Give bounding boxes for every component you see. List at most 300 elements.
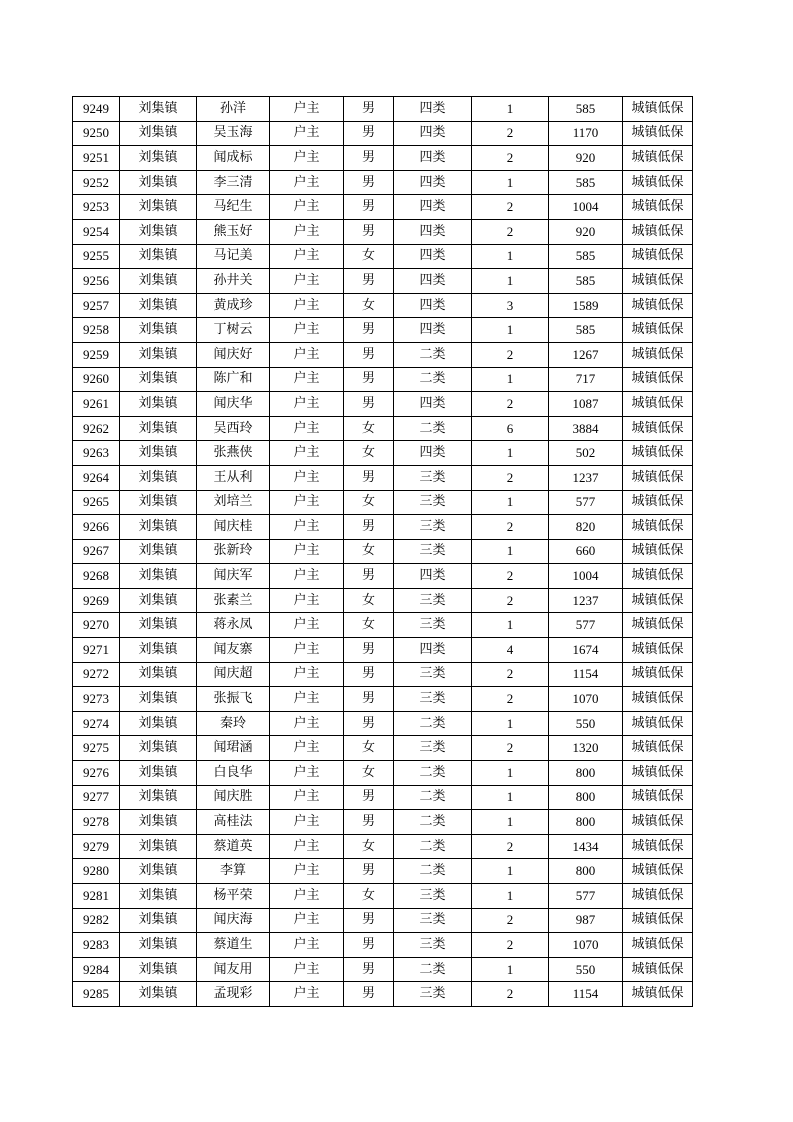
category-cell: 四类	[394, 244, 472, 269]
table-row	[73, 170, 693, 195]
name-cell: 蔡道生	[197, 933, 270, 958]
category-cell: 二类	[394, 785, 472, 810]
amount-cell: 1070	[549, 933, 623, 958]
serial-number-cell: 9276	[73, 761, 120, 786]
serial-number-cell: 9256	[73, 269, 120, 294]
gender-cell: 男	[344, 957, 394, 982]
category-cell: 三类	[394, 933, 472, 958]
category-cell: 三类	[394, 687, 472, 712]
gender-cell: 男	[344, 638, 394, 663]
assistance-type-cell: 城镇低保	[623, 588, 693, 613]
serial-number-cell: 9252	[73, 170, 120, 195]
amount-cell: 577	[549, 490, 623, 515]
serial-number-cell: 9265	[73, 490, 120, 515]
town-cell: 刘集镇	[120, 613, 197, 638]
category-cell: 四类	[394, 318, 472, 343]
relation-cell: 户主	[270, 244, 344, 269]
household-size-cell: 1	[472, 613, 549, 638]
table-row	[73, 638, 693, 663]
serial-number-cell: 9268	[73, 564, 120, 589]
household-size-cell: 2	[472, 736, 549, 761]
name-cell: 闻友用	[197, 957, 270, 982]
relation-cell: 户主	[270, 269, 344, 294]
amount-cell: 1237	[549, 588, 623, 613]
name-cell: 吴玉海	[197, 121, 270, 146]
name-cell: 高桂法	[197, 810, 270, 835]
table-row	[73, 761, 693, 786]
relation-cell: 户主	[270, 539, 344, 564]
serial-number-cell: 9277	[73, 785, 120, 810]
relation-cell: 户主	[270, 761, 344, 786]
household-size-cell: 2	[472, 933, 549, 958]
table-row	[73, 146, 693, 171]
name-cell: 黄成珍	[197, 293, 270, 318]
serial-number-cell: 9254	[73, 219, 120, 244]
category-cell: 四类	[394, 170, 472, 195]
amount-cell: 800	[549, 859, 623, 884]
assistance-type-cell: 城镇低保	[623, 687, 693, 712]
amount-cell: 1070	[549, 687, 623, 712]
town-cell: 刘集镇	[120, 736, 197, 761]
serial-number-cell: 9282	[73, 908, 120, 933]
household-size-cell: 2	[472, 687, 549, 712]
assistance-type-cell: 城镇低保	[623, 195, 693, 220]
amount-cell: 585	[549, 244, 623, 269]
gender-cell: 男	[344, 465, 394, 490]
household-size-cell: 2	[472, 342, 549, 367]
table-row	[73, 367, 693, 392]
amount-cell: 1589	[549, 293, 623, 318]
table-row	[73, 687, 693, 712]
gender-cell: 男	[344, 908, 394, 933]
assistance-type-cell: 城镇低保	[623, 564, 693, 589]
household-size-cell: 2	[472, 588, 549, 613]
amount-cell: 585	[549, 318, 623, 343]
serial-number-cell: 9270	[73, 613, 120, 638]
amount-cell: 800	[549, 761, 623, 786]
household-size-cell: 4	[472, 638, 549, 663]
table-row	[73, 465, 693, 490]
table-row	[73, 711, 693, 736]
town-cell: 刘集镇	[120, 933, 197, 958]
category-cell: 四类	[394, 441, 472, 466]
relation-cell: 户主	[270, 392, 344, 417]
assistance-type-cell: 城镇低保	[623, 613, 693, 638]
gender-cell: 女	[344, 884, 394, 909]
relation-cell: 户主	[270, 687, 344, 712]
assistance-type-cell: 城镇低保	[623, 146, 693, 171]
town-cell: 刘集镇	[120, 834, 197, 859]
assistance-type-cell: 城镇低保	[623, 490, 693, 515]
assistance-type-cell: 城镇低保	[623, 539, 693, 564]
table-row	[73, 785, 693, 810]
town-cell: 刘集镇	[120, 957, 197, 982]
name-cell: 丁树云	[197, 318, 270, 343]
gender-cell: 男	[344, 687, 394, 712]
assistance-type-cell: 城镇低保	[623, 859, 693, 884]
category-cell: 四类	[394, 97, 472, 122]
relation-cell: 户主	[270, 982, 344, 1007]
name-cell: 秦玲	[197, 711, 270, 736]
town-cell: 刘集镇	[120, 711, 197, 736]
table-row	[73, 908, 693, 933]
assistance-type-cell: 城镇低保	[623, 711, 693, 736]
table-row	[73, 392, 693, 417]
relation-cell: 户主	[270, 170, 344, 195]
town-cell: 刘集镇	[120, 465, 197, 490]
town-cell: 刘集镇	[120, 244, 197, 269]
assistance-type-cell: 城镇低保	[623, 908, 693, 933]
name-cell: 张新玲	[197, 539, 270, 564]
amount-cell: 1154	[549, 982, 623, 1007]
household-size-cell: 2	[472, 564, 549, 589]
table-row	[73, 244, 693, 269]
table-row	[73, 539, 693, 564]
table-row	[73, 736, 693, 761]
gender-cell: 男	[344, 564, 394, 589]
relation-cell: 户主	[270, 834, 344, 859]
town-cell: 刘集镇	[120, 588, 197, 613]
amount-cell: 820	[549, 515, 623, 540]
town-cell: 刘集镇	[120, 982, 197, 1007]
name-cell: 孙洋	[197, 97, 270, 122]
serial-number-cell: 9257	[73, 293, 120, 318]
amount-cell: 800	[549, 810, 623, 835]
amount-cell: 800	[549, 785, 623, 810]
relation-cell: 户主	[270, 97, 344, 122]
household-size-cell: 3	[472, 293, 549, 318]
name-cell: 蒋永凤	[197, 613, 270, 638]
category-cell: 三类	[394, 908, 472, 933]
gender-cell: 男	[344, 97, 394, 122]
assistance-type-cell: 城镇低保	[623, 416, 693, 441]
amount-cell: 550	[549, 957, 623, 982]
amount-cell: 502	[549, 441, 623, 466]
household-size-cell: 2	[472, 392, 549, 417]
category-cell: 三类	[394, 465, 472, 490]
assistance-type-cell: 城镇低保	[623, 638, 693, 663]
town-cell: 刘集镇	[120, 416, 197, 441]
relation-cell: 户主	[270, 416, 344, 441]
serial-number-cell: 9272	[73, 662, 120, 687]
table-row	[73, 269, 693, 294]
category-cell: 四类	[394, 564, 472, 589]
gender-cell: 男	[344, 121, 394, 146]
category-cell: 三类	[394, 588, 472, 613]
gender-cell: 男	[344, 318, 394, 343]
amount-cell: 987	[549, 908, 623, 933]
household-size-cell: 1	[472, 761, 549, 786]
relation-cell: 户主	[270, 465, 344, 490]
name-cell: 刘培兰	[197, 490, 270, 515]
town-cell: 刘集镇	[120, 170, 197, 195]
serial-number-cell: 9263	[73, 441, 120, 466]
name-cell: 闻珺涵	[197, 736, 270, 761]
name-cell: 蔡道英	[197, 834, 270, 859]
relation-cell: 户主	[270, 146, 344, 171]
serial-number-cell: 9266	[73, 515, 120, 540]
name-cell: 李算	[197, 859, 270, 884]
assistance-type-cell: 城镇低保	[623, 244, 693, 269]
gender-cell: 女	[344, 416, 394, 441]
town-cell: 刘集镇	[120, 515, 197, 540]
category-cell: 四类	[394, 392, 472, 417]
assistance-type-cell: 城镇低保	[623, 515, 693, 540]
table-row	[73, 490, 693, 515]
table-row	[73, 662, 693, 687]
relation-cell: 户主	[270, 613, 344, 638]
amount-cell: 577	[549, 884, 623, 909]
relation-cell: 户主	[270, 367, 344, 392]
name-cell: 闻庆海	[197, 908, 270, 933]
gender-cell: 女	[344, 244, 394, 269]
serial-number-cell: 9250	[73, 121, 120, 146]
town-cell: 刘集镇	[120, 219, 197, 244]
amount-cell: 1170	[549, 121, 623, 146]
category-cell: 三类	[394, 515, 472, 540]
gender-cell: 女	[344, 736, 394, 761]
name-cell: 杨平荣	[197, 884, 270, 909]
table-row	[73, 416, 693, 441]
serial-number-cell: 9271	[73, 638, 120, 663]
table-body	[73, 97, 693, 1007]
amount-cell: 920	[549, 146, 623, 171]
town-cell: 刘集镇	[120, 859, 197, 884]
household-size-cell: 1	[472, 170, 549, 195]
name-cell: 闻庆好	[197, 342, 270, 367]
category-cell: 三类	[394, 662, 472, 687]
table-row	[73, 515, 693, 540]
category-cell: 二类	[394, 859, 472, 884]
gender-cell: 女	[344, 539, 394, 564]
town-cell: 刘集镇	[120, 97, 197, 122]
serial-number-cell: 9253	[73, 195, 120, 220]
town-cell: 刘集镇	[120, 884, 197, 909]
relation-cell: 户主	[270, 195, 344, 220]
amount-cell: 1004	[549, 564, 623, 589]
table-row	[73, 342, 693, 367]
category-cell: 二类	[394, 957, 472, 982]
assistance-type-cell: 城镇低保	[623, 785, 693, 810]
amount-cell: 660	[549, 539, 623, 564]
category-cell: 二类	[394, 416, 472, 441]
name-cell: 王从利	[197, 465, 270, 490]
gender-cell: 女	[344, 490, 394, 515]
relation-cell: 户主	[270, 933, 344, 958]
assistance-type-cell: 城镇低保	[623, 982, 693, 1007]
name-cell: 闻友寨	[197, 638, 270, 663]
gender-cell: 男	[344, 392, 394, 417]
gender-cell: 男	[344, 711, 394, 736]
assistance-type-cell: 城镇低保	[623, 957, 693, 982]
serial-number-cell: 9278	[73, 810, 120, 835]
town-cell: 刘集镇	[120, 687, 197, 712]
relation-cell: 户主	[270, 908, 344, 933]
relation-cell: 户主	[270, 736, 344, 761]
relation-cell: 户主	[270, 564, 344, 589]
category-cell: 二类	[394, 711, 472, 736]
gender-cell: 女	[344, 761, 394, 786]
town-cell: 刘集镇	[120, 195, 197, 220]
amount-cell: 1154	[549, 662, 623, 687]
household-size-cell: 1	[472, 318, 549, 343]
serial-number-cell: 9283	[73, 933, 120, 958]
household-size-cell: 1	[472, 810, 549, 835]
table-row	[73, 982, 693, 1007]
assistance-type-cell: 城镇低保	[623, 342, 693, 367]
serial-number-cell: 9259	[73, 342, 120, 367]
name-cell: 闻庆华	[197, 392, 270, 417]
serial-number-cell: 9280	[73, 859, 120, 884]
town-cell: 刘集镇	[120, 539, 197, 564]
amount-cell: 1434	[549, 834, 623, 859]
relation-cell: 户主	[270, 121, 344, 146]
gender-cell: 男	[344, 662, 394, 687]
household-size-cell: 1	[472, 785, 549, 810]
town-cell: 刘集镇	[120, 367, 197, 392]
assistance-type-cell: 城镇低保	[623, 933, 693, 958]
gender-cell: 女	[344, 293, 394, 318]
gender-cell: 男	[344, 170, 394, 195]
assistance-type-cell: 城镇低保	[623, 367, 693, 392]
gender-cell: 男	[344, 515, 394, 540]
household-size-cell: 1	[472, 957, 549, 982]
table-row	[73, 834, 693, 859]
gender-cell: 女	[344, 613, 394, 638]
table-row	[73, 97, 693, 122]
name-cell: 李三清	[197, 170, 270, 195]
relation-cell: 户主	[270, 588, 344, 613]
gender-cell: 女	[344, 441, 394, 466]
household-size-cell: 2	[472, 219, 549, 244]
town-cell: 刘集镇	[120, 269, 197, 294]
relation-cell: 户主	[270, 490, 344, 515]
town-cell: 刘集镇	[120, 638, 197, 663]
town-cell: 刘集镇	[120, 342, 197, 367]
household-size-cell: 1	[472, 539, 549, 564]
household-size-cell: 1	[472, 269, 549, 294]
assistance-type-cell: 城镇低保	[623, 736, 693, 761]
category-cell: 二类	[394, 367, 472, 392]
subsidy-roster-table	[72, 96, 693, 1007]
assistance-type-cell: 城镇低保	[623, 293, 693, 318]
assistance-type-cell: 城镇低保	[623, 392, 693, 417]
category-cell: 四类	[394, 293, 472, 318]
relation-cell: 户主	[270, 859, 344, 884]
household-size-cell: 1	[472, 367, 549, 392]
amount-cell: 577	[549, 613, 623, 638]
serial-number-cell: 9284	[73, 957, 120, 982]
household-size-cell: 2	[472, 195, 549, 220]
gender-cell: 男	[344, 785, 394, 810]
relation-cell: 户主	[270, 219, 344, 244]
household-size-cell: 1	[472, 244, 549, 269]
gender-cell: 男	[344, 195, 394, 220]
table-row	[73, 441, 693, 466]
relation-cell: 户主	[270, 662, 344, 687]
gender-cell: 女	[344, 588, 394, 613]
amount-cell: 585	[549, 97, 623, 122]
relation-cell: 户主	[270, 293, 344, 318]
household-size-cell: 1	[472, 711, 549, 736]
assistance-type-cell: 城镇低保	[623, 810, 693, 835]
table-row	[73, 293, 693, 318]
household-size-cell: 2	[472, 908, 549, 933]
relation-cell: 户主	[270, 638, 344, 663]
category-cell: 三类	[394, 539, 472, 564]
table-row	[73, 884, 693, 909]
relation-cell: 户主	[270, 318, 344, 343]
name-cell: 张振飞	[197, 687, 270, 712]
serial-number-cell: 9249	[73, 97, 120, 122]
serial-number-cell: 9262	[73, 416, 120, 441]
gender-cell: 男	[344, 810, 394, 835]
serial-number-cell: 9264	[73, 465, 120, 490]
assistance-type-cell: 城镇低保	[623, 121, 693, 146]
household-size-cell: 1	[472, 884, 549, 909]
serial-number-cell: 9260	[73, 367, 120, 392]
table-row	[73, 810, 693, 835]
household-size-cell: 2	[472, 515, 549, 540]
category-cell: 三类	[394, 490, 472, 515]
household-size-cell: 2	[472, 146, 549, 171]
serial-number-cell: 9279	[73, 834, 120, 859]
assistance-type-cell: 城镇低保	[623, 269, 693, 294]
name-cell: 熊玉好	[197, 219, 270, 244]
gender-cell: 男	[344, 146, 394, 171]
category-cell: 二类	[394, 834, 472, 859]
amount-cell: 550	[549, 711, 623, 736]
table-row	[73, 613, 693, 638]
name-cell: 孙井关	[197, 269, 270, 294]
town-cell: 刘集镇	[120, 908, 197, 933]
assistance-type-cell: 城镇低保	[623, 834, 693, 859]
category-cell: 四类	[394, 269, 472, 294]
category-cell: 三类	[394, 884, 472, 909]
gender-cell: 女	[344, 834, 394, 859]
town-cell: 刘集镇	[120, 564, 197, 589]
town-cell: 刘集镇	[120, 121, 197, 146]
category-cell: 四类	[394, 146, 472, 171]
assistance-type-cell: 城镇低保	[623, 761, 693, 786]
household-size-cell: 2	[472, 662, 549, 687]
name-cell: 闻庆超	[197, 662, 270, 687]
household-size-cell: 2	[472, 121, 549, 146]
gender-cell: 男	[344, 342, 394, 367]
name-cell: 白良华	[197, 761, 270, 786]
table-row	[73, 588, 693, 613]
town-cell: 刘集镇	[120, 146, 197, 171]
category-cell: 四类	[394, 219, 472, 244]
category-cell: 二类	[394, 810, 472, 835]
household-size-cell: 1	[472, 490, 549, 515]
table-row	[73, 957, 693, 982]
table-row	[73, 318, 693, 343]
table-row	[73, 121, 693, 146]
relation-cell: 户主	[270, 810, 344, 835]
household-size-cell: 1	[472, 97, 549, 122]
serial-number-cell: 9267	[73, 539, 120, 564]
amount-cell: 1237	[549, 465, 623, 490]
category-cell: 二类	[394, 342, 472, 367]
town-cell: 刘集镇	[120, 441, 197, 466]
serial-number-cell: 9255	[73, 244, 120, 269]
serial-number-cell: 9275	[73, 736, 120, 761]
amount-cell: 1320	[549, 736, 623, 761]
relation-cell: 户主	[270, 785, 344, 810]
amount-cell: 585	[549, 269, 623, 294]
name-cell: 张燕侠	[197, 441, 270, 466]
